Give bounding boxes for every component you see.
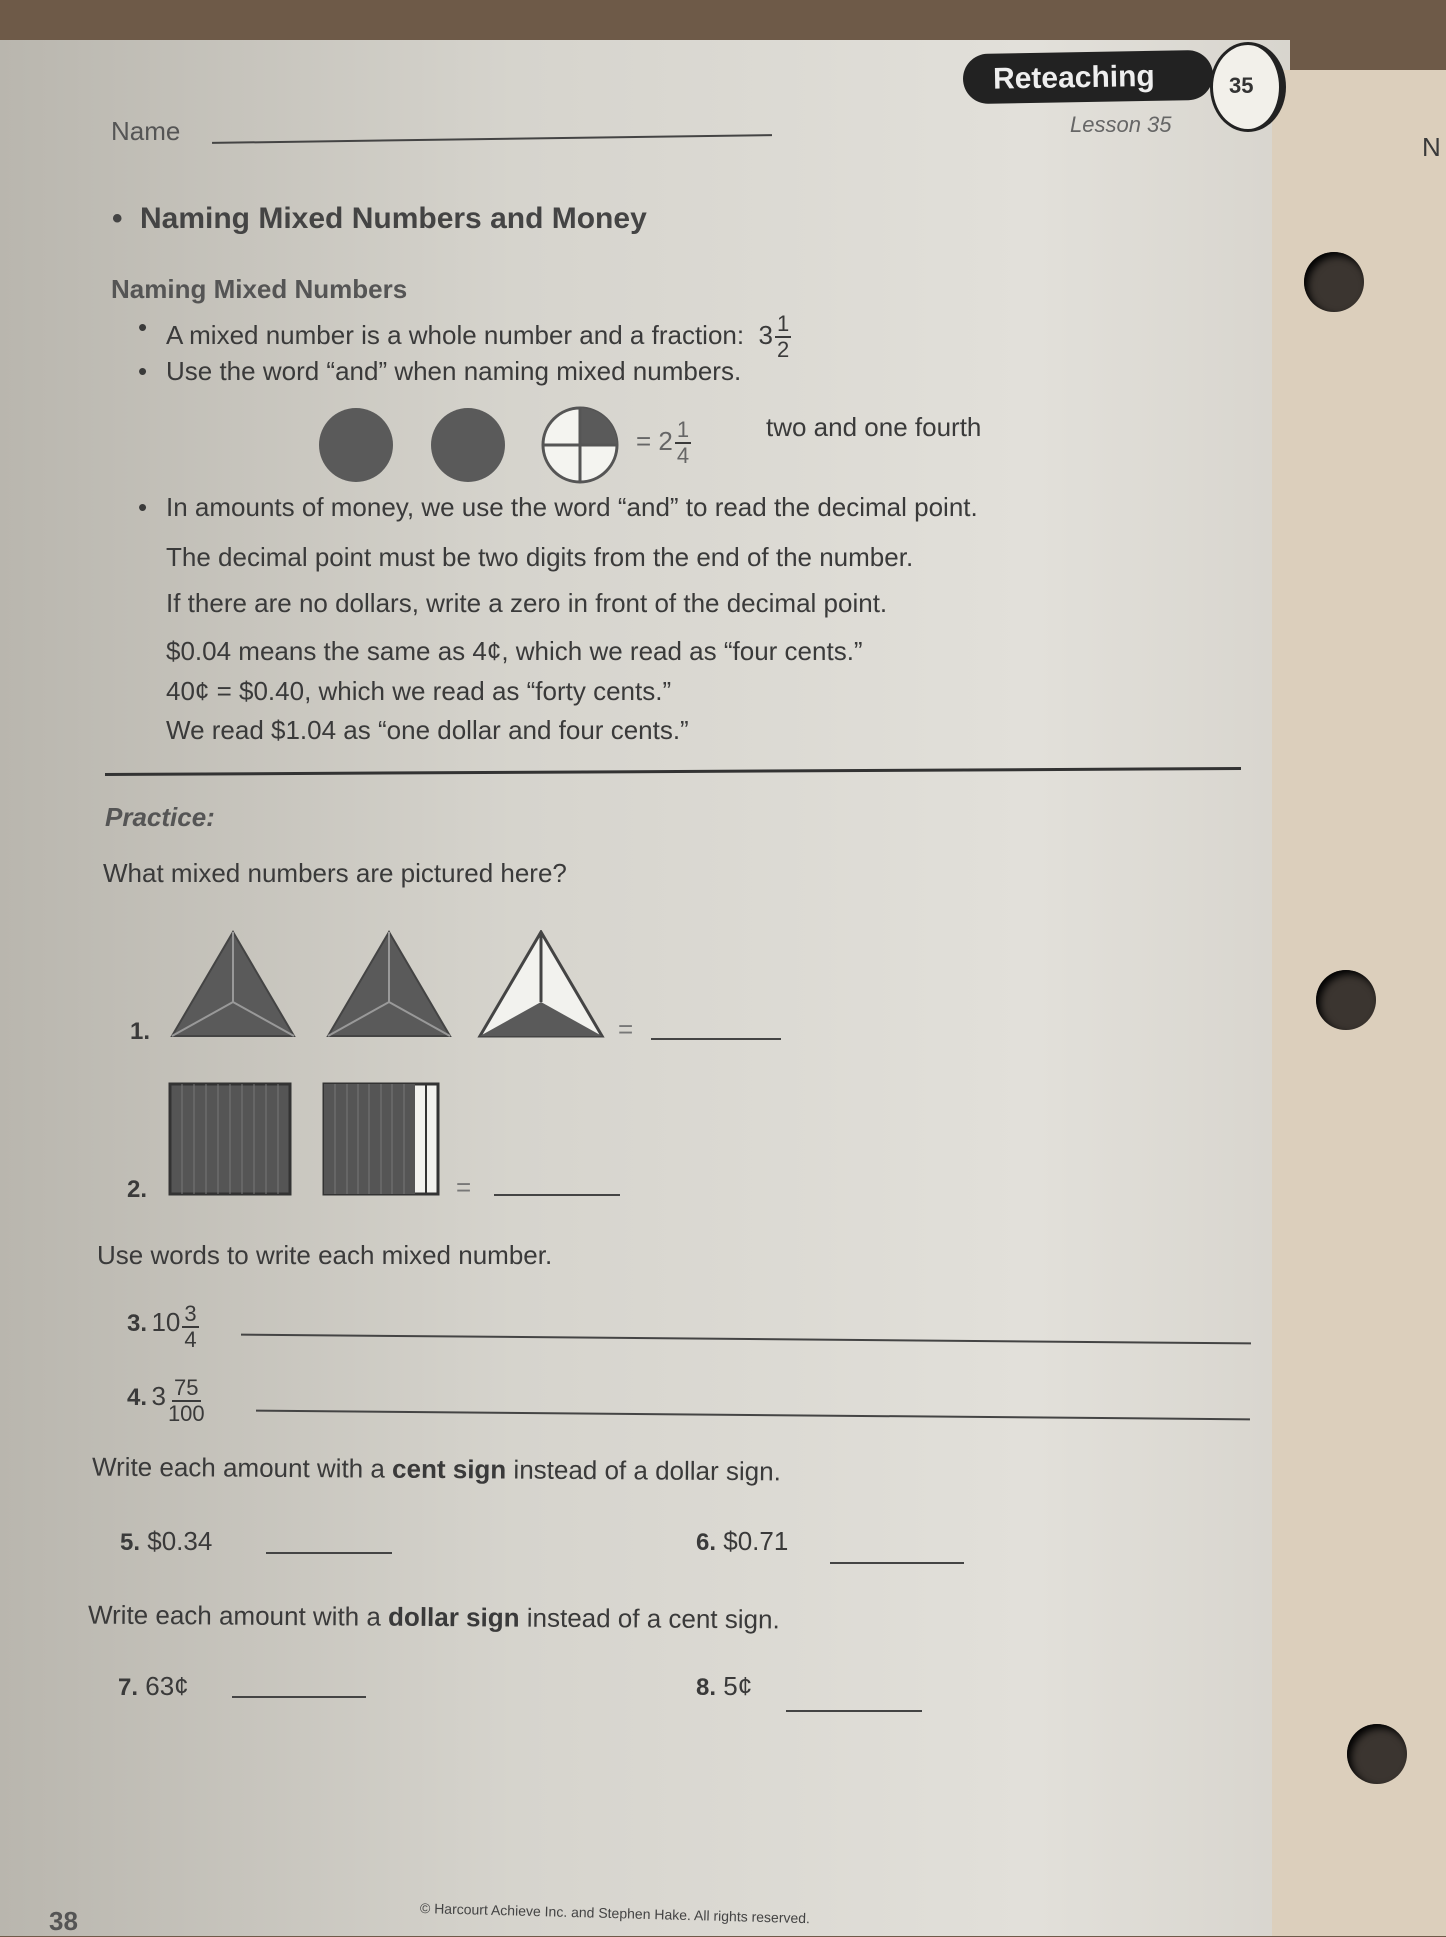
answer-8-field[interactable] — [786, 1708, 922, 1712]
bullet-mixed-number: • A mixed number is a whole number and a fraction: 3 $\frac{1}{2}$ — [166, 312, 791, 362]
triangle-full — [172, 932, 294, 1036]
reteaching-badge — [963, 50, 1214, 104]
problem-number: 1. — [130, 1018, 151, 1045]
question-cent-sign: Write each amount with a cent sign instead of a dollar sign. — [91, 1451, 781, 1487]
circles-figure — [318, 405, 628, 485]
triangle-full — [328, 932, 450, 1036]
problem-number: 2. — [127, 1176, 148, 1203]
money-line: The decimal point must be two digits from the end of the number. — [166, 542, 914, 572]
binder-hole — [1347, 1724, 1407, 1784]
name-label: Name — [111, 116, 181, 146]
money-line: If there are no dollars, write a zero in front of the decimal point. — [166, 588, 888, 618]
shaded-quarter — [580, 408, 617, 445]
question-pictured: What mixed numbers are pictured here? — [103, 858, 567, 888]
money-line: 40¢ = $0.40, which we read as “forty cents.” — [166, 676, 672, 706]
money-line: • In amounts of money, we use the word “and” to read the decimal point. — [166, 492, 978, 523]
triangle-one-third — [480, 932, 602, 1036]
section-heading: Naming Mixed Numbers — [111, 274, 408, 304]
next-page-text: N — [1422, 132, 1441, 162]
whole-circle — [319, 408, 393, 482]
page-number: 38 — [49, 1906, 78, 1936]
problem-4: 4. 3 $\frac{75}{100}$ — [127, 1375, 205, 1426]
whole-circle — [431, 408, 505, 482]
badge-label: Reteaching — [992, 59, 1156, 96]
bullet-use-and: • Use the word “and” when naming mixed numbers. — [166, 356, 741, 387]
binder-hole — [1304, 252, 1364, 312]
money-line: $0.04 means the same as 4¢, which we read as “four cents.” — [166, 636, 863, 666]
question-dollar-sign: Write each amount with a dollar sign instead of a cent sign. — [87, 1599, 780, 1635]
triangles-figure — [170, 930, 610, 1040]
page-title: • Naming Mixed Numbers and Money — [140, 202, 647, 236]
binder-hole — [1316, 970, 1376, 1030]
equals-sign: = — [456, 1172, 472, 1202]
problem-6: 6. $0.71 — [696, 1526, 789, 1556]
problem-8: 8. 5¢ — [696, 1671, 753, 1701]
answer-5-field[interactable] — [266, 1550, 392, 1554]
rectangles-figure — [168, 1082, 448, 1198]
copyright: © Harcourt Achieve Inc. and Stephen Hake. All rights reserved. — [419, 1900, 811, 1927]
answer-7-field[interactable] — [232, 1694, 366, 1698]
problem-7: 7. 63¢ — [118, 1671, 189, 1701]
example-mixed-number: = 2 $\frac{1}{4}$ — [636, 417, 690, 468]
example-words: two and one fourth — [766, 412, 982, 442]
question-words: Use words to write each mixed number. — [97, 1240, 553, 1270]
lesson-number-badge: 35 — [1210, 42, 1286, 132]
lesson-label: Lesson 35 — [1070, 112, 1172, 137]
equals-sign: = — [618, 1014, 634, 1044]
problem-3: 3. 10 $\frac{3}{4}$ — [127, 1301, 197, 1352]
answer-1-field[interactable] — [651, 1036, 781, 1040]
money-line: We read $1.04 as “one dollar and four cents.” — [166, 715, 689, 745]
answer-6-field[interactable] — [830, 1560, 964, 1564]
problem-5: 5. $0.34 — [120, 1526, 213, 1556]
answer-2-field[interactable] — [494, 1192, 620, 1196]
practice-heading: Practice: — [105, 802, 215, 832]
